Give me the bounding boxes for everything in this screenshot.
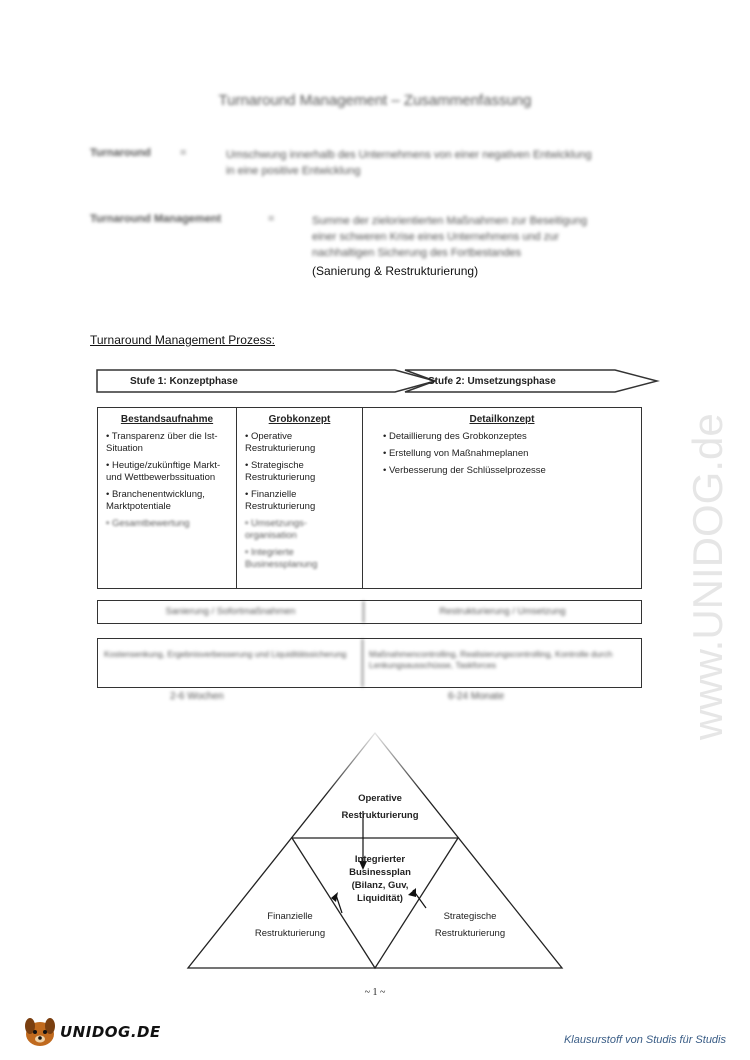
band-measures-left: Sanierung / Sofortmaßnahmen (98, 601, 364, 623)
column-list (363, 431, 641, 477)
stage2-label: Stufe 2: Umsetzungsphase (428, 376, 556, 387)
stage1-label: Stufe 1: Konzeptphase (130, 376, 238, 387)
column-list (237, 431, 362, 571)
triangle-left-label: Finanzielle Restrukturierung (254, 911, 326, 939)
list-item: • Verbesserung der Schlüsselprozesse (383, 465, 635, 477)
definition-note: (Sanierung & Restrukturierung) (312, 264, 479, 278)
duration-left: 2-6 Wochen (170, 691, 224, 702)
definition-equals: = (268, 213, 275, 225)
band-details (97, 638, 642, 688)
duration-right: 6-24 Monate (448, 691, 505, 702)
list-item: • Strategische Restrukturierung (245, 460, 356, 484)
unidog-logo (22, 1014, 161, 1050)
triangle-right-label: Strategische Restrukturierung (434, 911, 506, 939)
column-list (98, 431, 236, 530)
list-item: • Transparenz über die Ist-Situation (106, 431, 230, 455)
column-grobkonzept (236, 407, 363, 589)
top-fade (300, 725, 450, 795)
list-item: • Integrierte Businessplanung (245, 547, 356, 571)
section-heading: Turnaround Management Prozess: (90, 333, 275, 347)
watermark-text: www.UNIDOG.de (684, 413, 731, 740)
list-item: • Operative Restrukturierung (245, 431, 356, 455)
definition-text-turnaround: Umschwung innerhalb des Unternehmens von einer negativen Entwicklung in eine positive Entwicklung (226, 149, 592, 177)
definition-equals: = (180, 147, 187, 159)
column-title: Detailkonzept (469, 414, 535, 425)
band-details-right: Maßnahmencontrolling, Realisierungscontrolling, Kontrolle durch Lenkungsausschüsse, Taskforces (369, 649, 613, 670)
band-details-left: Kostensenkung, Ergebnisverbesserung und Liquiditätssicherung (98, 639, 363, 687)
column-bestandsaufnahme (97, 407, 237, 589)
definition-text-turnaround-management: Summe der zielorientierten Maßnahmen zur Beseitigung einer schweren Krise eines Unternehmens und zur nachhaltigen Sicherung des Fortbestandes (312, 215, 588, 259)
definition-term-turnaround-management: Turnaround Management (90, 213, 222, 225)
list-item: • Erstellung von Maßnahmeplanen (383, 448, 635, 460)
triangle-top-label: Operative Restrukturierung (341, 793, 419, 821)
watermark (640, 300, 750, 760)
logo-text: UNIDOG.DE (60, 1023, 161, 1041)
list-item: • Detaillierung des Grobkonzeptes (383, 431, 635, 443)
footer-slogan: Klausurstoff von Studis für Studis (563, 1034, 726, 1046)
column-title: Grobkonzept (268, 414, 331, 425)
list-item: • Branchenentwicklung, Marktpotentiale (106, 489, 230, 513)
column-detailkonzept (362, 407, 642, 589)
document-title: Turnaround Management – Zusammenfassung (218, 92, 532, 109)
dog-mascot-icon (22, 1014, 60, 1050)
page-number: ~ 1 ~ (364, 987, 386, 998)
list-item: • Finanzielle Restrukturierung (245, 489, 356, 513)
band-measures-right: Restrukturierung / Umsetzung (439, 606, 566, 617)
column-title: Bestandsaufnahme (120, 414, 214, 425)
list-item: • Gesamtbewertung (106, 518, 230, 530)
band-measures (97, 600, 642, 624)
list-item: • Heutige/zukünftige Markt- und Wettbewerbssituation (106, 460, 230, 484)
definition-term-turnaround: Turnaround (90, 147, 151, 159)
list-item: • Umsetzungs-organisation (245, 518, 356, 542)
triangle-center-label: Integrierter Businessplan (Bilanz, Guv, Liquidität) (349, 854, 411, 904)
